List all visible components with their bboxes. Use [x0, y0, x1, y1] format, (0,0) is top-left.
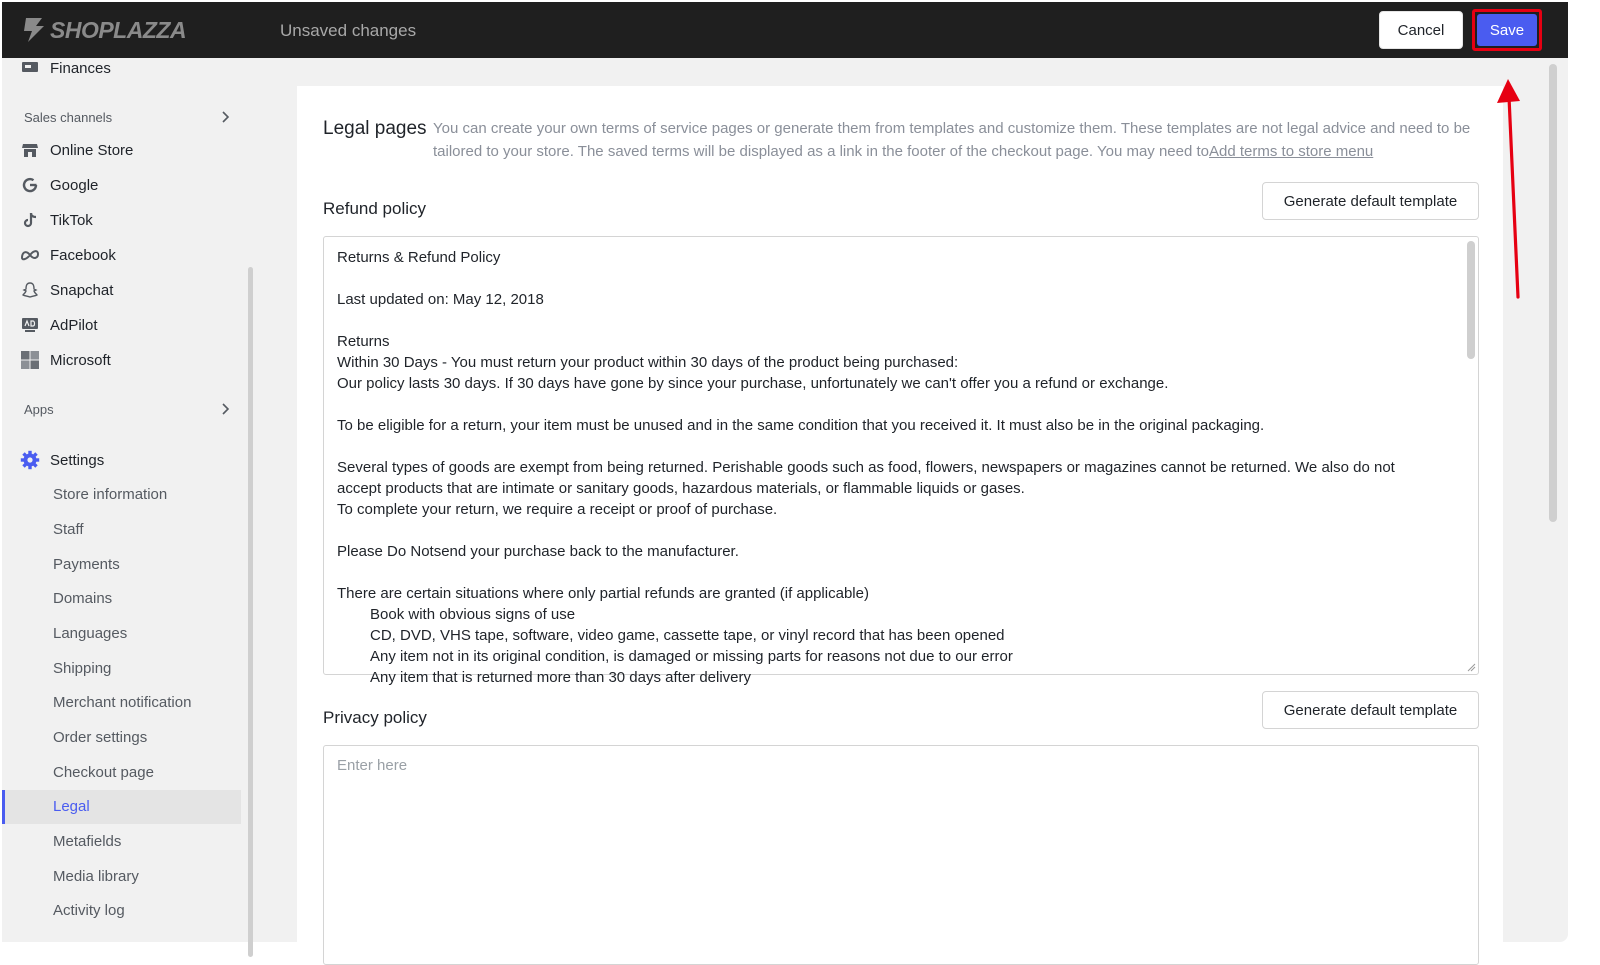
- refund-policy-line: Returns: [337, 333, 390, 350]
- settings-item-metafields[interactable]: Metafields: [53, 833, 122, 850]
- refund-policy-line: To be eligible for a return, your item must be unused and in the same condition that you received it. It must also be in the original packaging.: [337, 417, 1265, 434]
- refund-policy-line: [337, 268, 1457, 289]
- chevron-right-icon[interactable]: [220, 402, 230, 416]
- refund-policy-line: accept products that are intimate or sanitary goods, hazardous materials, or flammable liquids or gases.: [337, 480, 1025, 497]
- generate-refund-template-button[interactable]: Generate default template: [1262, 182, 1479, 220]
- refund-policy-line: Last updated on: May 12, 2018: [337, 291, 544, 308]
- top-bar: [2, 2, 1568, 58]
- refund-policy-line: CD, DVD, VHS tape, software, video game, cassette tape, or vinyl record that has been opened: [370, 627, 1005, 644]
- refund-policy-line: [337, 562, 1457, 583]
- settings-item-order-settings[interactable]: Order settings: [53, 729, 148, 746]
- sidebar-item-label: Finances: [50, 59, 111, 77]
- settings-item-media-library[interactable]: Media library: [53, 868, 139, 885]
- privacy-placeholder: Enter here: [337, 757, 408, 774]
- gear-icon: [20, 450, 40, 470]
- page-title: Legal pages: [323, 118, 427, 139]
- settings-item-checkout-page[interactable]: Checkout page: [53, 764, 154, 781]
- save-button-highlight: [1472, 9, 1542, 51]
- refund-policy-title: Refund policy: [323, 199, 427, 218]
- sidebar-item-snapchat[interactable]: [20, 280, 113, 300]
- chevron-right-icon[interactable]: [220, 110, 230, 124]
- refund-policy-textarea[interactable]: [323, 236, 1479, 686]
- add-terms-link[interactable]: Add terms to store menu: [1209, 143, 1374, 160]
- textarea-scrollbar[interactable]: [1467, 241, 1475, 359]
- sidebar-item-label: Online Store: [50, 141, 134, 159]
- refund-policy-line: Within 30 Days - You must return your product within 30 days of the product being purchased:: [337, 354, 959, 371]
- sidebar-item-google[interactable]: [20, 175, 98, 195]
- refund-policy-line: To complete your return, we require a receipt or proof of purchase.: [337, 501, 778, 518]
- refund-policy-line: There are certain situations where only partial refunds are granted (if applicable): [337, 585, 869, 602]
- sidebar-item-label: Google: [50, 176, 99, 194]
- snapchat-icon: [20, 280, 40, 300]
- settings-item-shipping[interactable]: Shipping: [53, 660, 112, 677]
- logo-text: SHOPLAZZA: [50, 16, 187, 43]
- sidebar-item-label: Facebook: [50, 246, 116, 264]
- description-text: You can create your own terms of service pages or generate them from templates and customize them. These templates are not legal advice and need to be tailored to your store. The saved terms will be displayed as a link in the footer of the checkout page. You may need to: [433, 120, 1471, 160]
- refund-policy-line: Our policy lasts 30 days. If 30 days have gone by since your purchase, unfortunately we can't offer you a refund or exchange.: [337, 375, 1169, 392]
- refund-policy-line: [337, 520, 1457, 541]
- refund-policy-line: Several types of goods are exempt from being returned. Perishable goods such as food, flowers, newspapers or magazines cannot be returned. We also do not: [337, 459, 1395, 476]
- refund-policy-line: Please Do Notsend your purchase back to the manufacturer.: [337, 543, 739, 560]
- store-icon: [20, 140, 40, 160]
- privacy-policy-title: Privacy policy: [323, 708, 427, 727]
- app-frame: [2, 2, 1568, 942]
- tiktok-icon: [20, 210, 40, 230]
- sidebar-item-microsoft[interactable]: [20, 350, 111, 370]
- active-item-highlight: [2, 790, 241, 824]
- sidebar-item-adpilot[interactable]: [20, 315, 98, 335]
- sidebar-scrollbar[interactable]: [248, 267, 253, 957]
- generate-privacy-template-button[interactable]: Generate default template: [1262, 691, 1479, 729]
- sidebar: [2, 58, 250, 942]
- sidebar-item-label: Microsoft: [50, 351, 111, 369]
- sidebar-item-settings[interactable]: [20, 450, 104, 470]
- sidebar-item-finances[interactable]: [20, 58, 111, 78]
- settings-item-store-information[interactable]: Store information: [53, 486, 168, 503]
- save-button[interactable]: Save: [1477, 14, 1537, 46]
- settings-item-legal[interactable]: Legal: [53, 798, 90, 815]
- shoplazza-logo[interactable]: [22, 16, 186, 44]
- sidebar-item-online-store[interactable]: [20, 140, 133, 160]
- sidebar-item-label: AdPilot: [50, 316, 98, 334]
- main-scrollbar[interactable]: [1549, 64, 1557, 522]
- refund-policy-text: [337, 247, 1457, 688]
- page-description: [433, 117, 1483, 163]
- refund-policy-line: Any item not in its original condition, is damaged or missing parts for reasons not due to our error: [370, 648, 1013, 665]
- refund-policy-line: Book with obvious signs of use: [370, 606, 576, 623]
- google-icon: [20, 175, 40, 195]
- adpilot-icon: [20, 315, 40, 335]
- legal-pages-card: [297, 86, 1503, 946]
- settings-item-merchant-notification[interactable]: Merchant notification: [53, 694, 192, 711]
- refund-policy-line: Returns & Refund Policy: [337, 249, 501, 266]
- shoplazza-logo-icon: [22, 16, 46, 44]
- finances-icon: [20, 58, 40, 78]
- sidebar-item-tiktok[interactable]: [20, 210, 93, 230]
- cancel-button[interactable]: Cancel: [1379, 11, 1463, 49]
- sidebar-item-facebook[interactable]: [20, 245, 116, 265]
- sidebar-item-label: Settings: [50, 451, 105, 469]
- meta-icon: [20, 245, 40, 265]
- refund-policy-line: [337, 310, 1457, 331]
- refund-policy-line: [337, 436, 1457, 457]
- settings-item-activity-log[interactable]: Activity log: [53, 902, 125, 919]
- settings-item-domains[interactable]: Domains: [53, 590, 113, 607]
- annotation-arrow-icon: [1490, 75, 1530, 300]
- unsaved-changes-label: Unsaved changes: [280, 21, 417, 40]
- apps-header[interactable]: Apps: [24, 402, 54, 417]
- resize-grip-icon[interactable]: [1467, 663, 1476, 672]
- privacy-policy-textarea[interactable]: [323, 745, 1479, 965]
- sidebar-item-label: TikTok: [50, 211, 93, 229]
- settings-item-staff[interactable]: Staff: [53, 521, 84, 538]
- refund-policy-line: [337, 394, 1457, 415]
- settings-item-languages[interactable]: Languages: [53, 625, 128, 642]
- refund-policy-line: Any item that is returned more than 30 days after delivery: [370, 669, 752, 686]
- microsoft-icon: [20, 350, 40, 370]
- sidebar-item-label: Snapchat: [50, 281, 114, 299]
- settings-item-payments[interactable]: Payments: [53, 556, 120, 573]
- sales-channels-header[interactable]: Sales channels: [24, 110, 113, 125]
